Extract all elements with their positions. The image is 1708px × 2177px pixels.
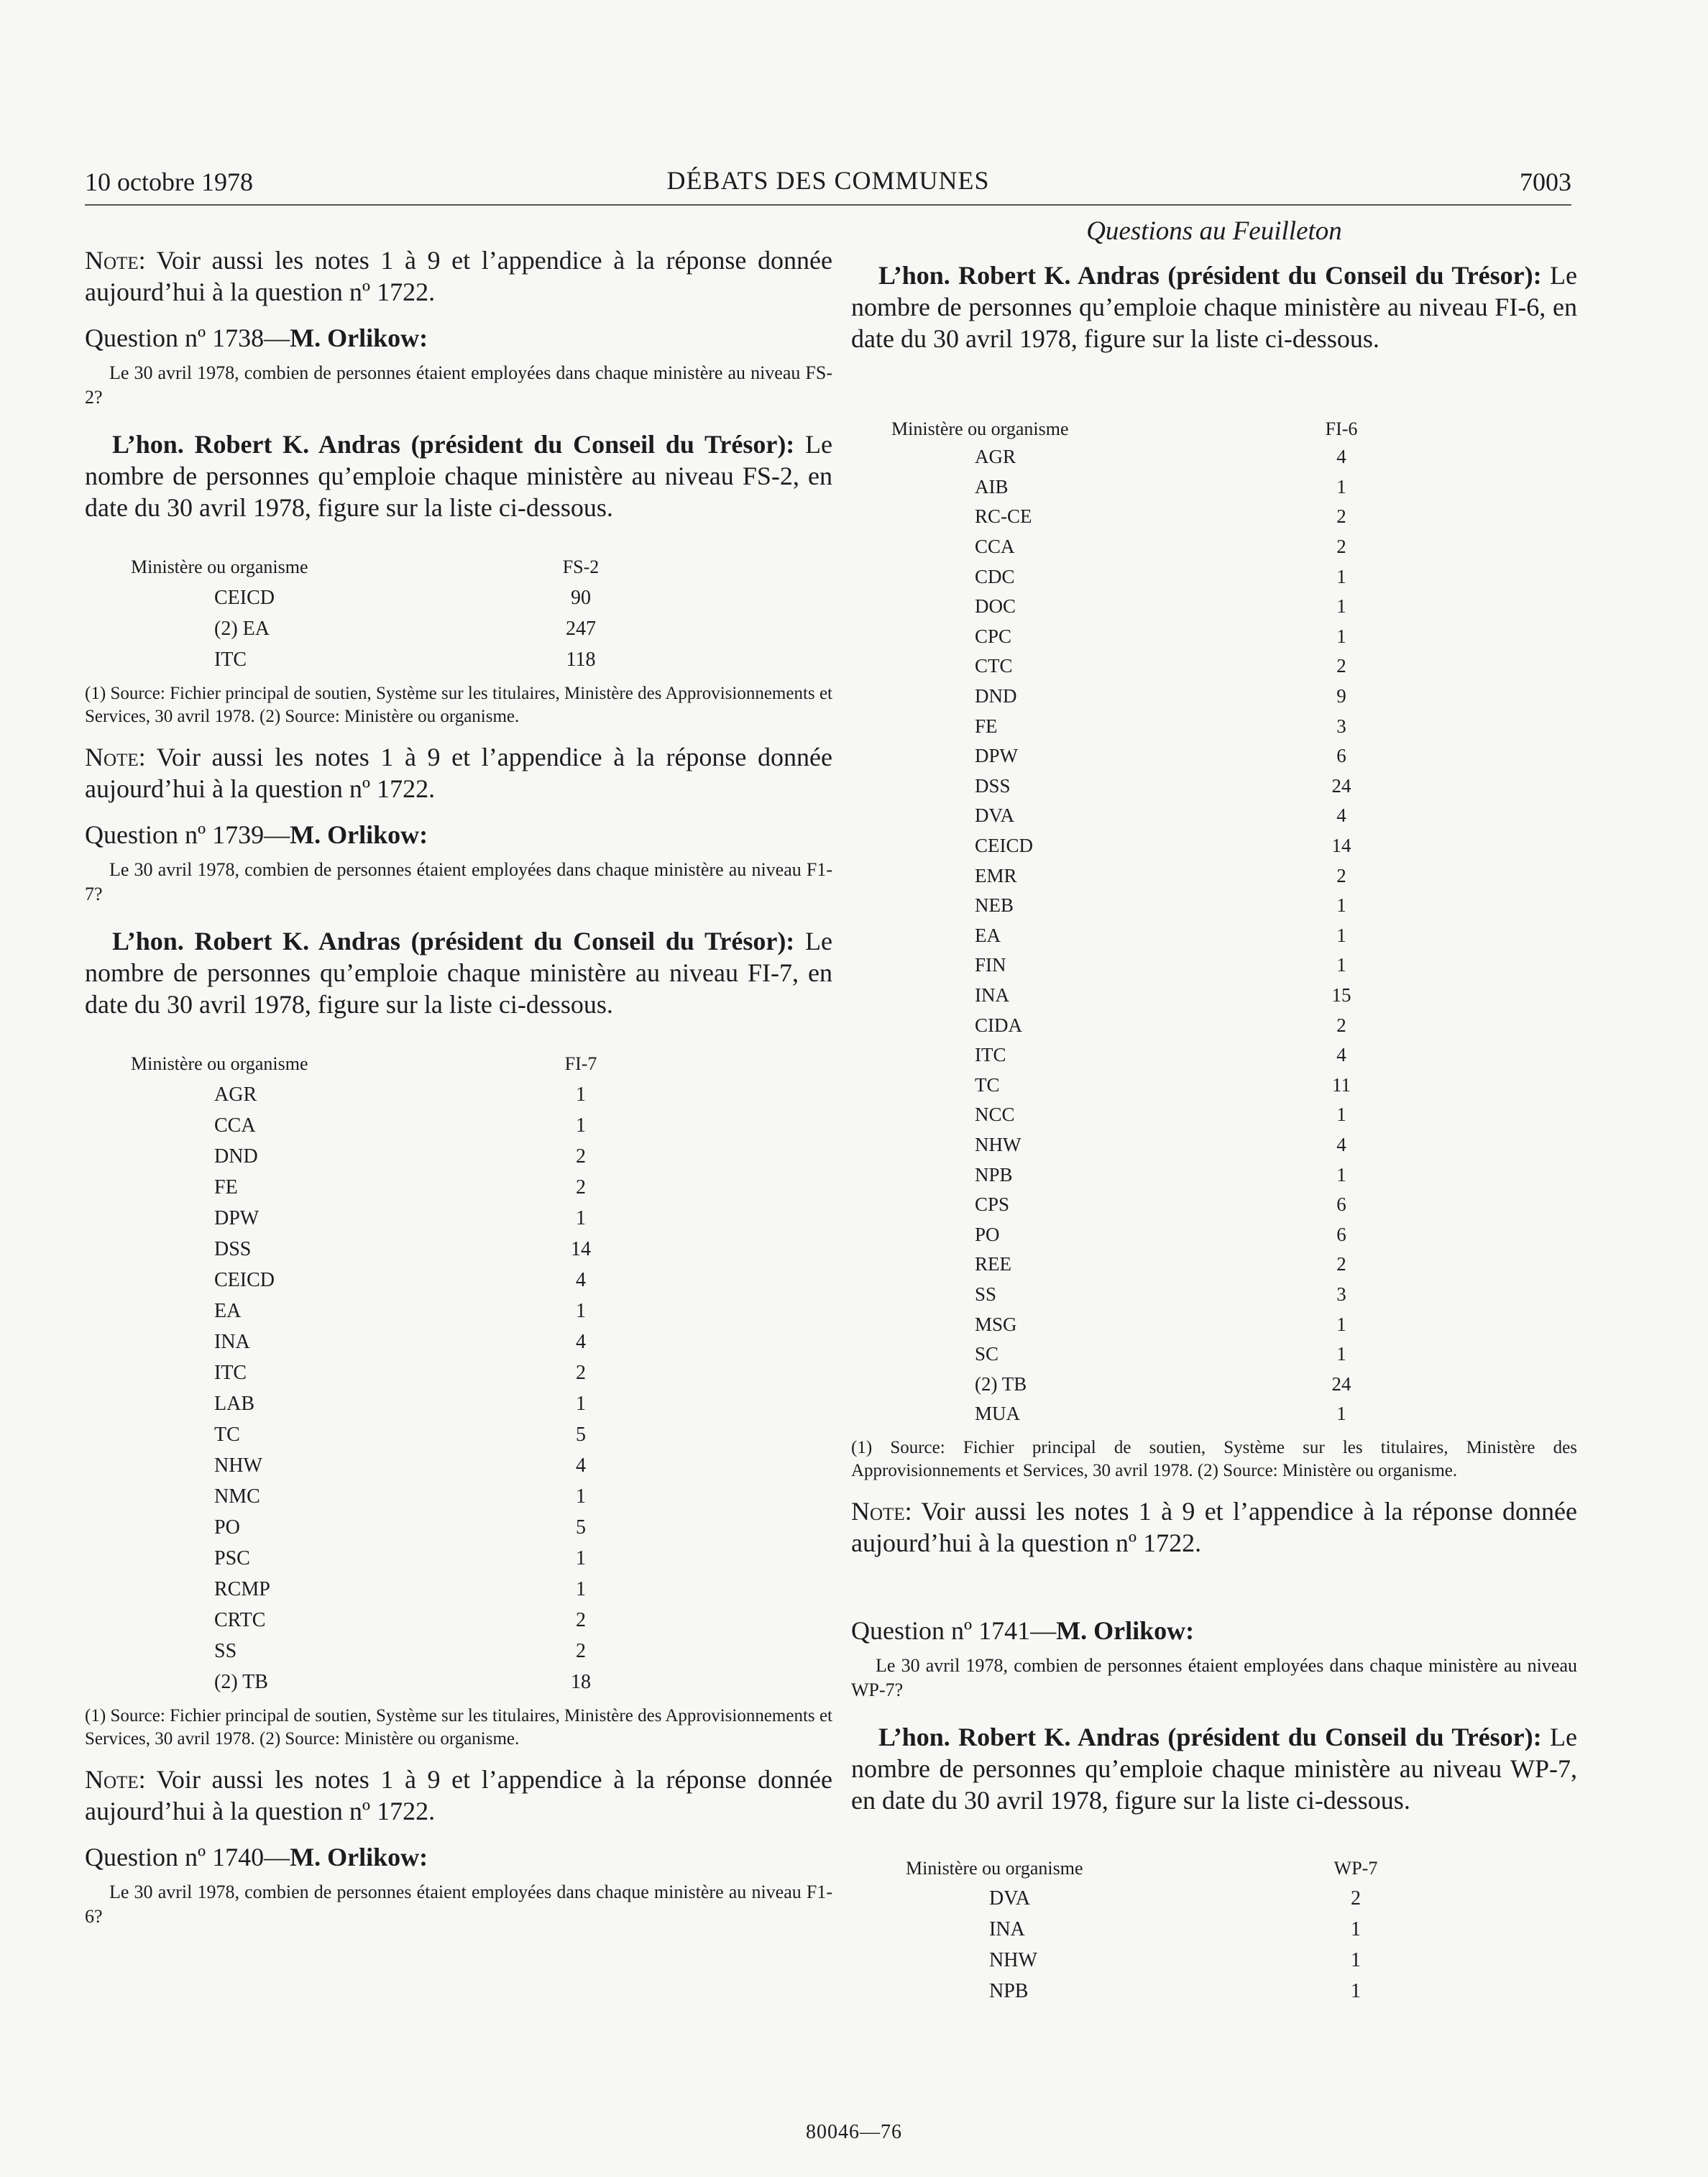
dept-cell: (2) EA — [214, 617, 270, 640]
value-cell: 118 — [566, 648, 596, 671]
source-footnote: (1) Source: Fichier principal de soutien, Système sur les titulaires, Ministère des Approvisionnements et Services, 30 avril 1978. (2) Source: Ministère ou organisme. — [85, 684, 832, 726]
answer-1739 — [85, 925, 832, 1020]
dept-cell: EMR — [975, 864, 1017, 886]
question-1740-heading — [85, 1841, 832, 1873]
right-column — [851, 216, 1577, 2015]
dept-cell: DSS — [975, 774, 1011, 797]
table-row — [131, 1296, 674, 1326]
question-1739-text: Le 30 avril 1978, combien de personnes étaient employées dans chaque ministère au niveau F1-7? — [85, 859, 832, 904]
dept-cell: DPW — [214, 1206, 260, 1229]
value-cell: 14 — [1331, 835, 1351, 857]
dept-cell: INA — [975, 984, 1009, 1006]
dept-cell: SS — [975, 1283, 997, 1305]
value-cell: 2 — [1336, 1253, 1346, 1275]
value-cell: 1 — [1336, 1104, 1346, 1126]
dept-cell: SC — [975, 1343, 999, 1365]
value-cell: 4 — [576, 1330, 586, 1353]
question-asker: M. Orlikow: — [290, 820, 428, 849]
value-cell: 1 — [576, 1299, 586, 1322]
value-cell: 3 — [1336, 1283, 1346, 1305]
responder: L’hon. Robert K. Andras (président du Conseil du Trésor): — [112, 430, 795, 459]
dept-cell: CIDA — [975, 1014, 1022, 1036]
dept-cell: CRTC — [214, 1608, 266, 1631]
dept-cell: MSG — [975, 1313, 1017, 1335]
table-row — [131, 1079, 674, 1110]
answer-1740 — [851, 260, 1577, 354]
dept-cell: FIN — [975, 954, 1006, 976]
value-cell: 2 — [1336, 1014, 1346, 1036]
table-header-dept: Ministère ou organisme — [131, 556, 308, 577]
value-cell: 24 — [1331, 1372, 1351, 1395]
answer-1741 — [851, 1721, 1577, 1816]
dept-cell: NCC — [975, 1104, 1015, 1126]
dept-cell: DVA — [975, 805, 1015, 827]
table-row — [131, 582, 674, 613]
table-row — [131, 1419, 674, 1450]
dept-cell: DND — [214, 1145, 258, 1168]
question-1738-text: Le 30 avril 1978, combien de personnes étaient employées dans chaque ministère au niveau FS-2? — [85, 362, 832, 408]
note-label: Note: — [85, 743, 146, 771]
table-header-dept: Ministère ou organisme — [131, 1053, 308, 1074]
dept-cell: PO — [214, 1516, 240, 1539]
dept-cell: DSS — [214, 1237, 252, 1260]
dept-cell: NPB — [989, 1980, 1029, 2003]
dept-cell: FE — [975, 715, 998, 737]
table-row — [891, 831, 1435, 861]
value-cell: 1 — [1336, 924, 1346, 946]
dept-cell: ITC — [214, 648, 247, 671]
answer-1738 — [85, 428, 832, 523]
table-row — [891, 1130, 1435, 1160]
dept-cell: (2) TB — [975, 1372, 1027, 1395]
note-label: Note: — [851, 1496, 912, 1526]
dept-cell: CEICD — [214, 586, 275, 609]
dept-cell: PO — [975, 1223, 1000, 1245]
question-label: Question nº 1741— — [851, 1615, 1057, 1645]
table-row — [891, 711, 1435, 741]
value-cell: 4 — [576, 1268, 586, 1291]
dept-cell: INA — [989, 1918, 1025, 1941]
table-row — [891, 741, 1435, 771]
dept-cell: CTC — [975, 655, 1013, 677]
note-text: Voir aussi les notes 1 à 9 et l’appendice à la réponse donnée aujourd’hui à la question nº 1722. — [85, 1765, 832, 1825]
value-cell: 2 — [1336, 536, 1346, 558]
dept-cell: DPW — [975, 745, 1018, 767]
value-cell: 2 — [1336, 505, 1346, 528]
source-footnote: (1) Source: Fichier principal de soutien, Système sur les titulaires, Ministère des Approvisionnements et Services, 30 avril 1978. (2) Source: Ministère ou organisme. — [85, 1706, 832, 1749]
note-paragraph — [851, 1495, 1577, 1559]
table-fi6 — [891, 416, 1435, 1429]
value-cell: 1 — [1336, 625, 1346, 647]
dept-cell: DVA — [989, 1887, 1031, 1910]
table-row — [891, 1040, 1435, 1071]
table-row — [131, 1357, 674, 1388]
question-1740-text: Le 30 avril 1978, combien de personnes étaient employées dans chaque ministère au niveau F1-6? — [85, 1882, 832, 1927]
table-row — [891, 1309, 1435, 1339]
dept-cell: CEICD — [975, 835, 1033, 857]
table-row — [131, 1543, 674, 1574]
table-row — [891, 651, 1435, 682]
dept-cell: REE — [975, 1253, 1011, 1275]
note-paragraph — [85, 1764, 832, 1827]
table-row — [131, 1574, 674, 1605]
dept-cell: CCA — [975, 536, 1015, 558]
question-1741-text: Le 30 avril 1978, combien de personnes étaient employées dans chaque ministère au niveau WP-7? — [851, 1654, 1577, 1700]
value-cell: 4 — [1336, 446, 1346, 468]
table-row — [131, 1172, 674, 1203]
header-title: DÉBATS DES COMMUNES — [666, 166, 990, 195]
table-row — [891, 622, 1435, 652]
value-cell: 1 — [576, 1392, 586, 1415]
dept-cell: NHW — [975, 1133, 1021, 1155]
table-row — [906, 1915, 1449, 1945]
dept-cell: AGR — [214, 1083, 257, 1106]
table-row — [131, 1265, 674, 1296]
table-row — [131, 1141, 674, 1172]
dept-cell: NEB — [975, 894, 1014, 917]
table-row — [131, 1481, 674, 1512]
dept-cell: EA — [975, 924, 1001, 946]
value-cell: 1 — [576, 1577, 586, 1600]
value-cell: 247 — [566, 617, 596, 640]
responder: L’hon. Robert K. Andras (président du Conseil du Trésor): — [878, 1722, 1542, 1751]
header-page-number: 7003 — [1520, 168, 1571, 196]
table-row — [131, 1326, 674, 1357]
table-row — [131, 1512, 674, 1543]
value-cell: 1 — [1336, 475, 1346, 498]
value-cell: 1 — [576, 1114, 586, 1137]
dept-cell: ITC — [214, 1361, 247, 1384]
question-asker: M. Orlikow: — [290, 1843, 428, 1871]
question-1739-heading — [85, 819, 832, 851]
value-cell: 11 — [1332, 1073, 1351, 1096]
dept-cell: NHW — [214, 1454, 262, 1477]
table-row — [891, 1219, 1435, 1250]
value-cell: 9 — [1336, 685, 1346, 707]
dept-cell: DOC — [975, 595, 1016, 618]
answer-text: Le nombre de personnes qu’emploie chaque ministère au niveau FI-6, en date du 30 avril 1978, figure sur la liste ci-dessous. — [851, 261, 1578, 353]
value-cell: 1 — [1336, 1163, 1346, 1186]
table-row — [891, 1190, 1435, 1220]
table-row — [131, 1234, 674, 1265]
table-row — [131, 1203, 674, 1234]
table-row — [131, 1636, 674, 1667]
question-asker: M. Orlikow: — [1056, 1615, 1195, 1645]
table-row — [891, 1399, 1435, 1429]
value-cell: 1 — [1336, 1313, 1346, 1335]
dept-cell: AIB — [975, 475, 1009, 498]
value-cell: 6 — [1336, 745, 1346, 767]
table-row — [891, 1160, 1435, 1190]
value-cell: 1 — [1336, 595, 1346, 618]
table-row — [891, 1250, 1435, 1280]
dept-cell: AGR — [975, 446, 1016, 468]
table-header-level: WP-7 — [1333, 1857, 1378, 1879]
note-text: Voir aussi les notes 1 à 9 et l’appendice à la réponse donnée aujourd’hui à la question nº 1722. — [85, 743, 832, 803]
value-cell: 1 — [1336, 565, 1346, 587]
table-row — [891, 891, 1435, 921]
table-row — [891, 472, 1435, 503]
value-cell: 2 — [1336, 864, 1346, 886]
value-cell: 2 — [576, 1175, 586, 1199]
value-cell: 3 — [1336, 715, 1346, 737]
table-row — [131, 1110, 674, 1141]
dept-cell: NPB — [975, 1163, 1013, 1186]
value-cell: 1 — [1351, 1949, 1361, 1972]
table-row — [891, 950, 1435, 981]
table-row — [891, 921, 1435, 951]
value-cell: 4 — [1336, 1044, 1346, 1066]
value-cell: 1 — [576, 1485, 586, 1508]
value-cell: 15 — [1331, 984, 1351, 1006]
dept-cell: EA — [214, 1299, 242, 1322]
value-cell: 1 — [576, 1083, 586, 1106]
answer-text: Le nombre de personnes qu’emploie chaque ministère au niveau FI-7, en date du 30 avril 1978, figure sur la liste ci-dessous. — [85, 927, 832, 1019]
table-row — [891, 442, 1435, 472]
dept-cell: INA — [214, 1330, 250, 1353]
left-column — [85, 244, 832, 1948]
table-row — [906, 1976, 1449, 2007]
table-row — [131, 1450, 674, 1481]
table-row — [891, 1070, 1435, 1100]
dept-cell: FE — [214, 1175, 238, 1199]
value-cell: 1 — [1336, 1343, 1346, 1365]
table-row — [891, 801, 1435, 831]
question-1741-heading — [851, 1615, 1577, 1646]
table-row — [891, 771, 1435, 802]
table-row — [891, 592, 1435, 622]
dept-cell: ITC — [975, 1044, 1006, 1066]
value-cell: 14 — [571, 1237, 591, 1260]
value-cell: 1 — [1351, 1918, 1361, 1941]
value-cell: 6 — [1336, 1193, 1346, 1216]
dept-cell: SS — [214, 1639, 237, 1662]
dept-cell: CPC — [975, 625, 1012, 647]
question-asker: M. Orlikow: — [290, 324, 428, 352]
table-row — [891, 562, 1435, 592]
value-cell: 6 — [1336, 1223, 1346, 1245]
question-label: Question nº 1739— — [85, 820, 290, 849]
value-cell: 4 — [1336, 805, 1346, 827]
table-header-dept: Ministère ou organisme — [891, 418, 1069, 439]
table-row — [906, 1884, 1449, 1915]
table-row — [131, 613, 674, 644]
value-cell: 4 — [1336, 1133, 1346, 1155]
table-row — [891, 861, 1435, 891]
table-row — [906, 1945, 1449, 1976]
page-header — [85, 162, 1571, 206]
value-cell: 1 — [1351, 1980, 1361, 2003]
table-row — [131, 1605, 674, 1636]
table-row — [131, 1667, 674, 1697]
dept-cell: DND — [975, 685, 1017, 707]
table-fs2 — [131, 552, 674, 675]
table-row — [891, 1339, 1435, 1370]
dept-cell: CEICD — [214, 1268, 275, 1291]
responder: L’hon. Robert K. Andras (président du Conseil du Trésor): — [112, 927, 795, 955]
table-header-level: FI-7 — [564, 1053, 597, 1074]
note-text: Voir aussi les notes 1 à 9 et l’appendice à la réponse donnée aujourd’hui à la question nº 1722. — [85, 246, 832, 306]
table-row — [891, 981, 1435, 1011]
table-row — [891, 1010, 1435, 1040]
table-row — [131, 1388, 674, 1419]
question-label: Question nº 1740— — [85, 1843, 290, 1871]
note-paragraph — [85, 244, 832, 308]
value-cell: 1 — [576, 1206, 586, 1229]
value-cell: 4 — [576, 1454, 586, 1477]
table-row — [891, 1100, 1435, 1130]
value-cell: 2 — [1351, 1887, 1361, 1910]
dept-cell: RC-CE — [975, 505, 1032, 528]
dept-cell: (2) TB — [214, 1670, 268, 1693]
value-cell: 1 — [1336, 1403, 1346, 1425]
dept-cell: RCMP — [214, 1577, 270, 1600]
note-paragraph — [85, 741, 832, 805]
table-row — [891, 532, 1435, 562]
value-cell: 2 — [576, 1145, 586, 1168]
answer-text: Le nombre de personnes qu’emploie chaque ministère au niveau WP-7, en date du 30 avril 1978, figure sur la liste ci-dessous. — [851, 1722, 1578, 1815]
page-footer: 80046—76 — [806, 2121, 902, 2143]
dept-cell: CDC — [975, 565, 1015, 587]
note-text: Voir aussi les notes 1 à 9 et l’appendice à la réponse donnée aujourd’hui à la question nº 1722. — [851, 1496, 1577, 1557]
table-fi7 — [131, 1049, 674, 1697]
value-cell: 5 — [576, 1423, 586, 1446]
table-row — [891, 1369, 1435, 1399]
table-row — [131, 644, 674, 675]
table-wp7 — [906, 1853, 1449, 2007]
table-header-level: FS-2 — [562, 556, 600, 577]
value-cell: 1 — [576, 1546, 586, 1569]
dept-cell: NHW — [989, 1949, 1037, 1972]
dept-cell: PSC — [214, 1546, 250, 1569]
table-row — [891, 1280, 1435, 1310]
table-header-dept: Ministère ou organisme — [906, 1857, 1083, 1879]
note-label: Note: — [85, 246, 146, 275]
value-cell: 1 — [1336, 954, 1346, 976]
dept-cell: LAB — [214, 1392, 254, 1415]
dept-cell: MUA — [975, 1403, 1021, 1425]
note-label: Note: — [85, 1765, 146, 1794]
value-cell: 1 — [1336, 894, 1346, 917]
answer-text: Le nombre de personnes qu’emploie chaque ministère au niveau FS-2, en date du 30 avril 1978, figure sur la liste ci-dessous. — [85, 430, 832, 522]
value-cell: 2 — [576, 1361, 586, 1384]
dept-cell: TC — [214, 1423, 240, 1446]
responder: L’hon. Robert K. Andras (président du Conseil du Trésor): — [878, 261, 1542, 290]
dept-cell: CCA — [214, 1114, 256, 1137]
table-row — [891, 682, 1435, 712]
value-cell: 2 — [1336, 655, 1346, 677]
question-1738-heading — [85, 322, 832, 354]
dept-cell: TC — [975, 1073, 1000, 1096]
value-cell: 2 — [576, 1639, 586, 1662]
value-cell: 18 — [571, 1670, 591, 1693]
question-label: Question nº 1738— — [85, 324, 290, 352]
dept-cell: NMC — [214, 1485, 260, 1508]
header-date: 10 octobre 1978 — [85, 168, 253, 196]
value-cell: 2 — [576, 1608, 586, 1631]
section-title: Questions au Feuilleton — [1086, 216, 1342, 246]
dept-cell: CPS — [975, 1193, 1010, 1216]
value-cell: 24 — [1331, 774, 1351, 797]
table-row — [891, 502, 1435, 532]
value-cell: 5 — [576, 1516, 586, 1539]
table-header-level: FI-6 — [1325, 418, 1358, 439]
value-cell: 90 — [571, 586, 591, 609]
source-footnote: (1) Source: Fichier principal de soutien, Système sur les titulaires, Ministère des Approvisionnements et Services, 30 avril 1978. (2) Source: Ministère ou organisme. — [851, 1437, 1577, 1480]
